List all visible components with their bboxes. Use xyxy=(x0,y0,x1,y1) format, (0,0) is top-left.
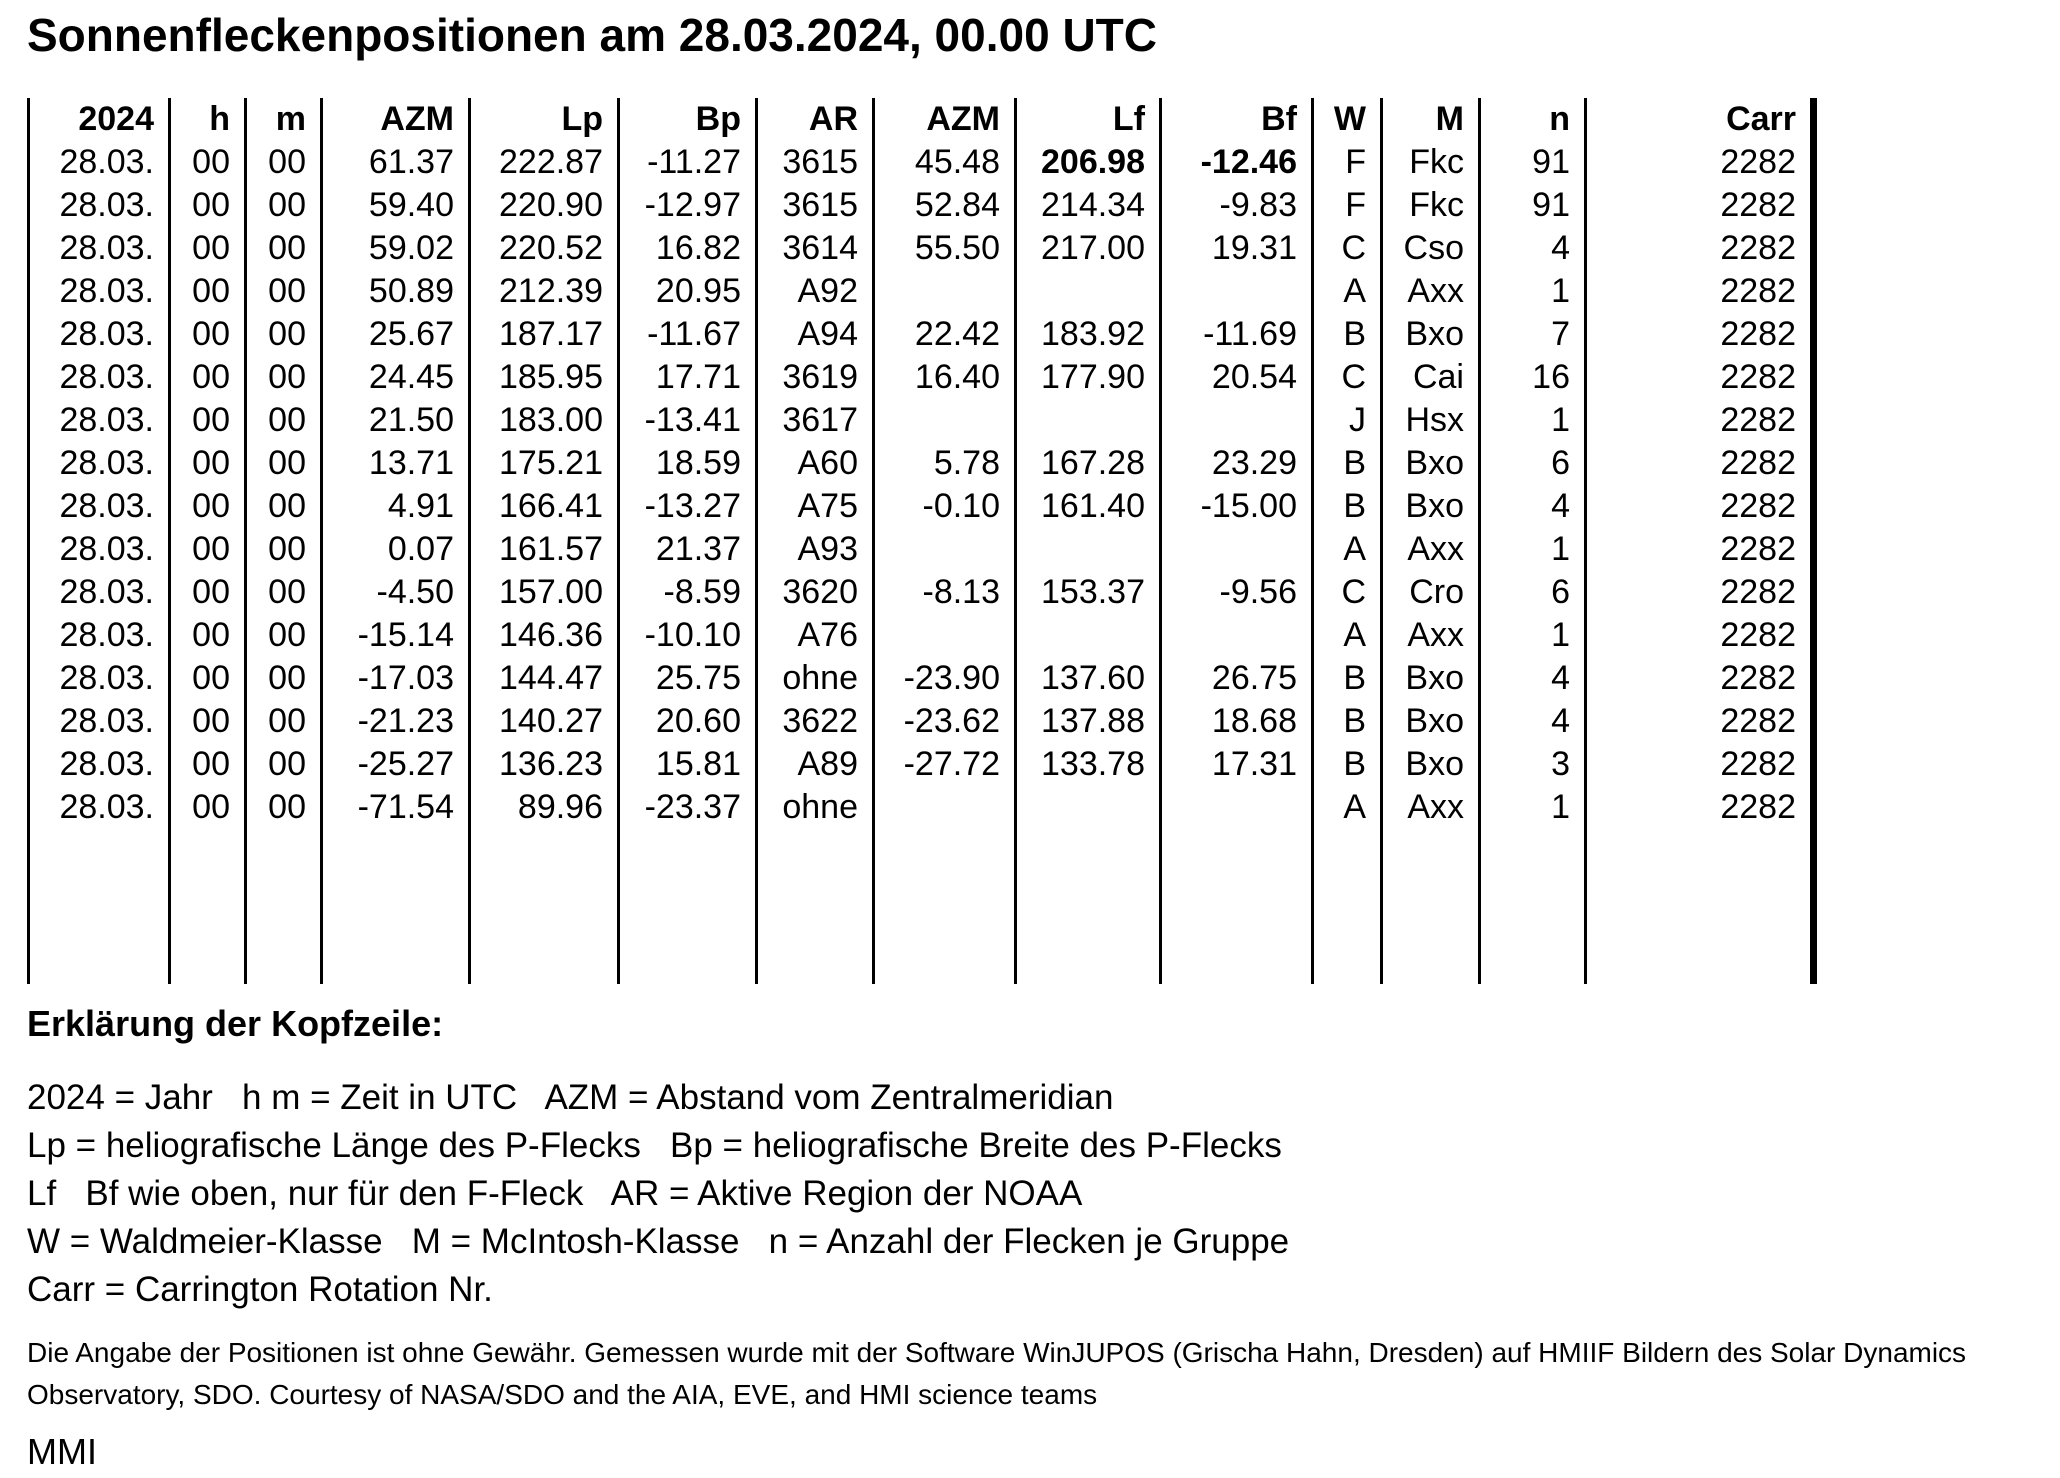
table-cell xyxy=(1016,829,1161,984)
table-cell: 18.68 xyxy=(1161,700,1313,743)
table-cell: 15.81 xyxy=(619,743,757,786)
table-cell: 6 xyxy=(1480,571,1586,614)
table-cell: 137.60 xyxy=(1016,657,1161,700)
column-header: n xyxy=(1480,98,1586,141)
table-cell: A93 xyxy=(757,528,874,571)
table-cell: 24.45 xyxy=(322,356,470,399)
table-cell: 00 xyxy=(246,227,322,270)
table-cell: B xyxy=(1313,657,1382,700)
table-cell: 2282 xyxy=(1586,442,1814,485)
table-cell: 28.03. xyxy=(29,743,170,786)
table-cell: 183.92 xyxy=(1016,313,1161,356)
table-cell: C xyxy=(1313,227,1382,270)
table-cell: A xyxy=(1313,614,1382,657)
table-cell: 220.90 xyxy=(470,184,619,227)
table-row xyxy=(29,399,1814,442)
table-cell: -9.83 xyxy=(1161,184,1313,227)
table-cell: 28.03. xyxy=(29,227,170,270)
table-cell xyxy=(246,829,322,984)
table-cell: C xyxy=(1313,571,1382,614)
disclaimer-text: Die Angabe der Positionen ist ohne Gewähr. Gemessen wurde mit der Software WinJUPOS (Grischa Hahn, Dresden) auf HMIIF Bildern des Solar Dynamics Observatory, SDO. Courtesy of NASA/SDO and the AIA, EVE, and HMI science teams xyxy=(27,1337,1967,1410)
column-header: h xyxy=(170,98,246,141)
table-cell xyxy=(1586,829,1814,984)
table-cell xyxy=(1313,829,1382,984)
table-cell: 22.42 xyxy=(874,313,1016,356)
table-cell: 28.03. xyxy=(29,614,170,657)
table-cell: 91 xyxy=(1480,141,1586,184)
table-cell: 4 xyxy=(1480,657,1586,700)
table-cell: Axx xyxy=(1382,614,1480,657)
table-cell: 16 xyxy=(1480,356,1586,399)
table-cell: 2282 xyxy=(1586,528,1814,571)
table-cell: 2282 xyxy=(1586,270,1814,313)
table-cell: 00 xyxy=(246,141,322,184)
table-cell: 175.21 xyxy=(470,442,619,485)
table-cell: 5.78 xyxy=(874,442,1016,485)
table-cell: 206.98 xyxy=(1016,141,1161,184)
table-cell: 25.75 xyxy=(619,657,757,700)
table-row xyxy=(29,227,1814,270)
table-cell: 185.95 xyxy=(470,356,619,399)
table-cell: 13.71 xyxy=(322,442,470,485)
table-cell: 00 xyxy=(170,614,246,657)
table-cell: A92 xyxy=(757,270,874,313)
table-cell: 16.40 xyxy=(874,356,1016,399)
table-cell: -15.14 xyxy=(322,614,470,657)
column-header: AR xyxy=(757,98,874,141)
table-cell: 6 xyxy=(1480,442,1586,485)
table-cell: F xyxy=(1313,141,1382,184)
table-body xyxy=(29,141,1814,984)
column-header: AZM xyxy=(874,98,1016,141)
table-cell: 00 xyxy=(170,700,246,743)
table-cell: B xyxy=(1313,700,1382,743)
column-header: W xyxy=(1313,98,1382,141)
table-cell: 183.00 xyxy=(470,399,619,442)
table-cell: 00 xyxy=(246,313,322,356)
table-cell: J xyxy=(1313,399,1382,442)
table-cell: 28.03. xyxy=(29,399,170,442)
column-header: M xyxy=(1382,98,1480,141)
table-cell: 2282 xyxy=(1586,614,1814,657)
table-cell: A76 xyxy=(757,614,874,657)
table-cell xyxy=(874,270,1016,313)
table-row xyxy=(29,700,1814,743)
table-cell: 137.88 xyxy=(1016,700,1161,743)
table-row xyxy=(29,743,1814,786)
table-cell: 21.50 xyxy=(322,399,470,442)
table-cell: A89 xyxy=(757,743,874,786)
table-cell xyxy=(757,829,874,984)
table-cell: Bxo xyxy=(1382,485,1480,528)
table-cell: -71.54 xyxy=(322,786,470,829)
table-cell xyxy=(619,829,757,984)
table-cell: Fkc xyxy=(1382,141,1480,184)
table-cell: A xyxy=(1313,786,1382,829)
table-cell: 2282 xyxy=(1586,184,1814,227)
table-cell: 89.96 xyxy=(470,786,619,829)
table-cell: 28.03. xyxy=(29,356,170,399)
table-cell: 00 xyxy=(170,141,246,184)
table-cell: 3615 xyxy=(757,184,874,227)
table-cell: 220.52 xyxy=(470,227,619,270)
table-cell: -17.03 xyxy=(322,657,470,700)
table-cell: 187.17 xyxy=(470,313,619,356)
table-cell: 20.60 xyxy=(619,700,757,743)
table-cell: 28.03. xyxy=(29,313,170,356)
legend-line: Lp = heliografische Länge des P-Flecks Bp = heliografische Breite des P-Flecks xyxy=(27,1126,1282,1165)
table-cell: 26.75 xyxy=(1161,657,1313,700)
table-cell: A xyxy=(1313,270,1382,313)
table-cell: 7 xyxy=(1480,313,1586,356)
table-cell: A xyxy=(1313,528,1382,571)
table-row xyxy=(29,614,1814,657)
table-cell: Fkc xyxy=(1382,184,1480,227)
table-cell: 3615 xyxy=(757,141,874,184)
table-cell: Bxo xyxy=(1382,743,1480,786)
table-cell: 2282 xyxy=(1586,356,1814,399)
table-cell: 20.95 xyxy=(619,270,757,313)
table-cell xyxy=(1161,614,1313,657)
table-cell: -0.10 xyxy=(874,485,1016,528)
table-cell: 146.36 xyxy=(470,614,619,657)
table-cell: -8.59 xyxy=(619,571,757,614)
table-cell: Bxo xyxy=(1382,442,1480,485)
table-row xyxy=(29,184,1814,227)
table-cell: 91 xyxy=(1480,184,1586,227)
table-cell xyxy=(874,829,1016,984)
table-cell: 00 xyxy=(170,313,246,356)
table-cell: 2282 xyxy=(1586,743,1814,786)
table-cell: -23.62 xyxy=(874,700,1016,743)
table-cell: 212.39 xyxy=(470,270,619,313)
table-cell: 00 xyxy=(246,270,322,313)
table-cell: 00 xyxy=(246,485,322,528)
table-cell: 4 xyxy=(1480,700,1586,743)
table-cell xyxy=(170,829,246,984)
table-cell: 59.02 xyxy=(322,227,470,270)
table-cell: B xyxy=(1313,743,1382,786)
table-cell: Cso xyxy=(1382,227,1480,270)
table-row xyxy=(29,270,1814,313)
table-cell: 2282 xyxy=(1586,571,1814,614)
legend-line: W = Waldmeier-Klasse M = McIntosh-Klasse n = Anzahl der Flecken je Gruppe xyxy=(27,1222,1290,1261)
table-cell: 00 xyxy=(170,184,246,227)
table-cell: 153.37 xyxy=(1016,571,1161,614)
column-header: AZM xyxy=(322,98,470,141)
table-cell: -8.13 xyxy=(874,571,1016,614)
table-cell: 2282 xyxy=(1586,700,1814,743)
table-cell: 00 xyxy=(170,528,246,571)
table-cell: -9.56 xyxy=(1161,571,1313,614)
table-cell: 17.31 xyxy=(1161,743,1313,786)
table-cell: 19.31 xyxy=(1161,227,1313,270)
table-cell: -11.69 xyxy=(1161,313,1313,356)
table-row xyxy=(29,571,1814,614)
table-cell: Cro xyxy=(1382,571,1480,614)
column-header: Bf xyxy=(1161,98,1313,141)
table-cell: Cai xyxy=(1382,356,1480,399)
table-cell: ohne xyxy=(757,786,874,829)
table-row xyxy=(29,356,1814,399)
table-cell: 00 xyxy=(170,399,246,442)
table-cell: 00 xyxy=(170,442,246,485)
table-cell: -23.37 xyxy=(619,786,757,829)
sunspot-position-table xyxy=(27,98,1817,984)
table-cell: 00 xyxy=(246,614,322,657)
table-cell xyxy=(1161,829,1313,984)
table-cell xyxy=(1016,399,1161,442)
table-cell xyxy=(1161,786,1313,829)
table-cell: 1 xyxy=(1480,399,1586,442)
table-cell xyxy=(1016,270,1161,313)
table-cell xyxy=(1016,614,1161,657)
legend-line: Lf Bf wie oben, nur für den F-Fleck AR = Aktive Region der NOAA xyxy=(27,1174,1083,1213)
table-cell: 45.48 xyxy=(874,141,1016,184)
table-cell: 166.41 xyxy=(470,485,619,528)
table-cell: 00 xyxy=(246,356,322,399)
table-cell: 00 xyxy=(170,571,246,614)
table-cell: Axx xyxy=(1382,786,1480,829)
table-cell: 00 xyxy=(246,442,322,485)
table-cell xyxy=(1480,829,1586,984)
table-cell: 00 xyxy=(170,270,246,313)
table-cell: 61.37 xyxy=(322,141,470,184)
table-cell: Bxo xyxy=(1382,700,1480,743)
table-cell: 25.67 xyxy=(322,313,470,356)
table-cell: 2282 xyxy=(1586,399,1814,442)
table-cell: 17.71 xyxy=(619,356,757,399)
table-cell: 28.03. xyxy=(29,657,170,700)
table-cell: 2282 xyxy=(1586,313,1814,356)
table-cell xyxy=(1016,786,1161,829)
table-cell: Axx xyxy=(1382,528,1480,571)
table-cell: 3 xyxy=(1480,743,1586,786)
table-cell: 00 xyxy=(170,485,246,528)
table-cell: 28.03. xyxy=(29,442,170,485)
table-cell: -13.27 xyxy=(619,485,757,528)
table-cell: 2282 xyxy=(1586,485,1814,528)
table-cell: 21.37 xyxy=(619,528,757,571)
table-cell: B xyxy=(1313,485,1382,528)
table-cell: 1 xyxy=(1480,614,1586,657)
table-cell: 144.47 xyxy=(470,657,619,700)
table-row xyxy=(29,786,1814,829)
table-cell: ohne xyxy=(757,657,874,700)
table-cell: -10.10 xyxy=(619,614,757,657)
table-cell: 214.34 xyxy=(1016,184,1161,227)
table-cell: 00 xyxy=(246,743,322,786)
column-header: 2024 xyxy=(29,98,170,141)
table-cell: 28.03. xyxy=(29,270,170,313)
table-cell: -12.46 xyxy=(1161,141,1313,184)
page-title: Sonnenfleckenpositionen am 28.03.2024, 00.00 UTC xyxy=(27,9,1157,61)
table-cell: Bxo xyxy=(1382,313,1480,356)
table-cell: 28.03. xyxy=(29,786,170,829)
table-cell xyxy=(1016,528,1161,571)
table-cell: 59.40 xyxy=(322,184,470,227)
table-cell: -11.27 xyxy=(619,141,757,184)
table-cell: -23.90 xyxy=(874,657,1016,700)
table-cell: -21.23 xyxy=(322,700,470,743)
table-cell: -25.27 xyxy=(322,743,470,786)
table-cell: 0.07 xyxy=(322,528,470,571)
table-cell: Bxo xyxy=(1382,657,1480,700)
column-header: m xyxy=(246,98,322,141)
table-cell: 2282 xyxy=(1586,786,1814,829)
table-cell: 2282 xyxy=(1586,227,1814,270)
table-cell xyxy=(322,829,470,984)
table-cell: 3619 xyxy=(757,356,874,399)
table-cell: 00 xyxy=(170,227,246,270)
legend-lines xyxy=(27,1074,2060,1314)
table-cell: 00 xyxy=(246,657,322,700)
column-header: Carr xyxy=(1586,98,1814,141)
table-cell: 28.03. xyxy=(29,184,170,227)
column-header: Lp xyxy=(470,98,619,141)
table-cell xyxy=(874,399,1016,442)
table-cell: 140.27 xyxy=(470,700,619,743)
table-filler-row xyxy=(29,829,1814,984)
table-row xyxy=(29,528,1814,571)
table-cell xyxy=(874,614,1016,657)
table-cell: 4.91 xyxy=(322,485,470,528)
legend-line: 2024 = Jahr h m = Zeit in UTC AZM = Abstand vom Zentralmeridian xyxy=(27,1078,1114,1117)
table-cell: Hsx xyxy=(1382,399,1480,442)
table-cell: 00 xyxy=(170,786,246,829)
table-cell: 2282 xyxy=(1586,657,1814,700)
table-cell: 1 xyxy=(1480,270,1586,313)
table-cell: 161.57 xyxy=(470,528,619,571)
table-cell: 00 xyxy=(246,571,322,614)
table-cell: 16.82 xyxy=(619,227,757,270)
table-cell: A60 xyxy=(757,442,874,485)
table-cell: 167.28 xyxy=(1016,442,1161,485)
table-cell: 1 xyxy=(1480,786,1586,829)
table-cell xyxy=(1161,399,1313,442)
table-cell: 28.03. xyxy=(29,141,170,184)
table-cell xyxy=(874,786,1016,829)
table-cell: -27.72 xyxy=(874,743,1016,786)
table-cell: -15.00 xyxy=(1161,485,1313,528)
table-cell: A94 xyxy=(757,313,874,356)
table-cell: 50.89 xyxy=(322,270,470,313)
legend-heading: Erklärung der Kopfzeile: xyxy=(27,1003,444,1044)
table-cell: 217.00 xyxy=(1016,227,1161,270)
table-cell xyxy=(29,829,170,984)
table-cell xyxy=(874,528,1016,571)
table-cell: 3622 xyxy=(757,700,874,743)
header-row xyxy=(29,98,1814,141)
table-cell: A75 xyxy=(757,485,874,528)
table-cell: B xyxy=(1313,313,1382,356)
table-cell: 28.03. xyxy=(29,485,170,528)
table-cell: 28.03. xyxy=(29,571,170,614)
table-cell: 157.00 xyxy=(470,571,619,614)
table-cell xyxy=(470,829,619,984)
table-cell: B xyxy=(1313,442,1382,485)
table-cell: 4 xyxy=(1480,227,1586,270)
table-cell: 133.78 xyxy=(1016,743,1161,786)
table-cell: Axx xyxy=(1382,270,1480,313)
table-cell: -11.67 xyxy=(619,313,757,356)
table-cell: 3617 xyxy=(757,399,874,442)
table-cell: 2282 xyxy=(1586,141,1814,184)
table-cell xyxy=(1382,829,1480,984)
table-cell: 1 xyxy=(1480,528,1586,571)
table-cell: 4 xyxy=(1480,485,1586,528)
table-cell: 00 xyxy=(246,700,322,743)
table-cell: 00 xyxy=(246,528,322,571)
table-cell: 3614 xyxy=(757,227,874,270)
table-cell: 28.03. xyxy=(29,700,170,743)
table-row xyxy=(29,313,1814,356)
table-cell: F xyxy=(1313,184,1382,227)
table-row xyxy=(29,442,1814,485)
table-cell: 23.29 xyxy=(1161,442,1313,485)
table-cell: -4.50 xyxy=(322,571,470,614)
table-cell: 222.87 xyxy=(470,141,619,184)
table-cell: 161.40 xyxy=(1016,485,1161,528)
table-cell: 00 xyxy=(170,657,246,700)
table-cell: 00 xyxy=(170,743,246,786)
table-cell: 00 xyxy=(246,399,322,442)
table-cell: 52.84 xyxy=(874,184,1016,227)
table-cell: -12.97 xyxy=(619,184,757,227)
table-cell: 177.90 xyxy=(1016,356,1161,399)
table-cell: 136.23 xyxy=(470,743,619,786)
table-cell: 00 xyxy=(246,786,322,829)
table-cell: C xyxy=(1313,356,1382,399)
table-row xyxy=(29,141,1814,184)
column-header: Bp xyxy=(619,98,757,141)
table-cell: -13.41 xyxy=(619,399,757,442)
table-row xyxy=(29,657,1814,700)
table-cell xyxy=(1161,270,1313,313)
table-cell xyxy=(1161,528,1313,571)
table-cell: 55.50 xyxy=(874,227,1016,270)
table-cell: 00 xyxy=(246,184,322,227)
table-cell: 20.54 xyxy=(1161,356,1313,399)
table-cell: 00 xyxy=(170,356,246,399)
table-cell: 3620 xyxy=(757,571,874,614)
table-row xyxy=(29,485,1814,528)
legend-line: Carr = Carrington Rotation Nr. xyxy=(27,1270,493,1309)
table-cell: 28.03. xyxy=(29,528,170,571)
column-header: Lf xyxy=(1016,98,1161,141)
table-cell: 18.59 xyxy=(619,442,757,485)
signature: MMI xyxy=(27,1431,97,1472)
